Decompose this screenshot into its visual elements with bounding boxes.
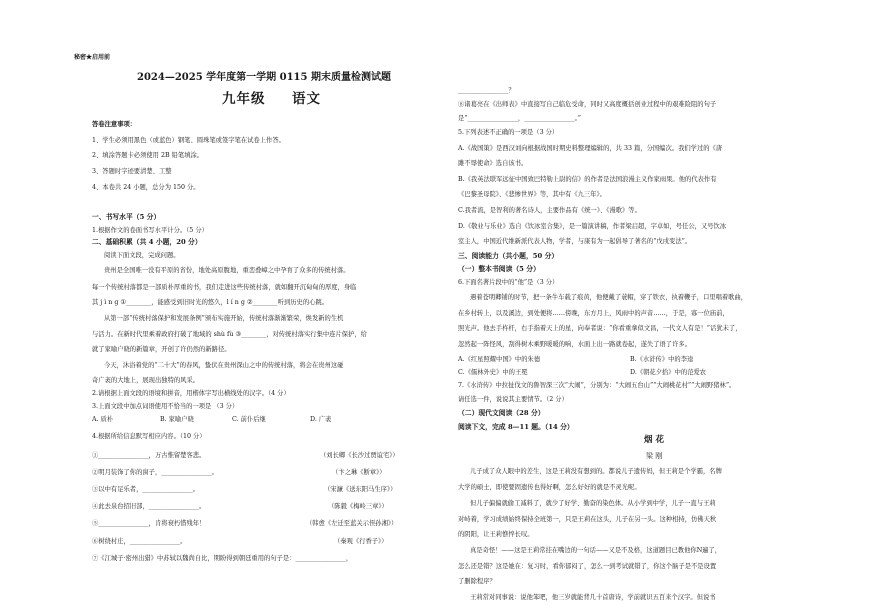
subsection-heading: （一）整本书阅读（5 分） [458,265,540,273]
note-item: 4、本卷共 24 小题，总分为 150 分。 [92,184,200,191]
passage-line: 奇广袤的大地上，展现出独特的风采。 [92,377,200,384]
section-heading: 二、基础积累（共 4 小题，20 分） [92,238,202,246]
passage-line: 其 j ì n g ①________，能感受到旧时光的悠久，l í n g ②________听到历史的心跳。 [92,299,329,306]
passage-line: 与活力。在新时代里乘着政府打破了地域的 shù fù ③________，对传统村落实行集中连片保护，给 [92,331,367,338]
excerpt-line: 遇着苍明卿铺的时节，把一条牛车载了痕黄，他便戴了蓑帽，穿了铁衣，执着鞭子，口里唱着歌曲， [470,294,748,301]
option-line: A.《战国策》是西汉刘向根据战国时期史料整理编辑的，共 33 篇，分国编次。我们学过的《唐 [458,145,723,152]
section-heading: 三、阅读能力（共小题，50 分） [458,252,559,260]
question-text: ⑧诸葛亮在《出师表》中直接写自己临危受命，同时又高度概括创业过程中的艰难险阻的句子 [458,101,717,108]
source-citation: （宋濂《送东阳马生序》） [324,486,397,493]
recitation-line: ③以中有足乐者，________________。 [92,486,200,493]
passage-title: 烟 花 [644,435,664,445]
option-line: 《巴黎圣母院》、《悲惨世界》等，其中有《九三年》。 [458,191,606,198]
secret-label: 秘密★启用前 [74,54,111,61]
subject-label: 语文 [292,91,321,107]
option-line: D.《敬业与乐业》选自《饮冰室合集》，是一篇演讲稿，作者梁启超，字卓如，号任公，又号饮冰 [458,223,727,230]
question-text: 请任选一件，说说其主要情节。（2 分） [458,396,568,403]
question-text: 4.根据所给信息默写相应内容。（10 分） [92,433,206,440]
option-d: D. 广袤 [310,416,332,423]
option-a: A.《红星照耀中国》中的朱德 [458,356,541,363]
passage-author: 梁 刚 [646,452,663,460]
option-d: D.《朝花夕拾》中的范爱农 [630,369,707,376]
excerpt-line: 照光声。他去手杵杆，右手指着天上的星，向奉者说：“你看重拿似文昌，一代文人有是！”话犹未了， [458,325,742,332]
notes-heading: 答卷注意事项： [92,121,137,128]
instruction-text: 阅读下面文段，完成问题。 [104,252,180,259]
option-c: C. 前仆后继 [232,416,266,423]
section-heading: 一、书写水平（5 分） [92,213,161,221]
note-item: 3、答题时字迹要清楚、工整 [92,168,172,175]
passage-line: 大学的硕士，即使要固遗传也得好啊，怎么好好的就是不灵光呢。 [458,484,641,491]
question-text: 1.根据作文的卷面书写水平计分。（5 分） [92,227,208,234]
passage-line: 对峙着，学习成绩始终保持全班第一，只是王莉在这头，儿子在另一头。这种相持，仿佛天秋 [458,516,717,523]
note-item: 1、学生必须用黑色（或蓝色）钢笔、圆珠笔或签字笔在试卷上作答。 [92,137,285,144]
passage-line: 每一个传统村落都是一部质朴厚重的书，我们走进这些传统村落，就如翻开沉甸甸的厚度，身临 [92,284,357,291]
passage-line: 贵州是全国唯一没有平原的省份，地处高原腹地，重峦叠嶂之中孕育了众多的传统村落。 [104,267,350,274]
source-citation: （秦观《行香子》） [334,538,388,545]
question-text: 6.下面名著片段中的“他”是（3 分） [458,279,559,286]
question-text: 2.请根据上面文段的语境和拼音，用楷体字写出横线处的汉字。（4 分） [92,390,290,397]
excerpt-line: 忽然起一阵怪风，刮得树木乘野暖暖的响，水面上出一路就卷起，遂失了语了许多。 [458,341,691,348]
recitation-line: ⑤________________，肯将衰朽惜残年！ [92,520,206,527]
passage-line: 怎么还是错？这是她在：复习时，看你郁闷了，怎么一到考试就错了，你这个脑子是不是设置 [458,563,717,570]
passage-line: 王莉常对同事说：说他笨吧，他三岁就能背几十首唐诗，学前就识五百来个汉字。但说书 [470,594,716,601]
source-citation: （陈毅《梅岭三章》） [328,503,388,510]
passage-line: 从第一部“传统村落保护和发展条例”颁布实施开始，传统村落渐渐繁荣，焕发新的生机 [104,315,344,322]
passage-line: 就了家喻户晓的新篇章，开创了许仍然的新路径。 [92,346,231,353]
passage-line: 儿子成了众人眼中的差生，这是王莉没有想到的。都说儿子遗传妈，但王莉是个学霸，名牌 [470,468,722,475]
question-text: 是“________________，________________。” [458,115,581,122]
option-b: B. 家喻户晓 [160,416,194,423]
source-citation: （卞之琳《断章》） [332,469,386,476]
reading-instruction: 阅读下文，完成 8—11 题。（14 分） [458,423,574,431]
question-text: 5.下列表述不正确的一项是（3 分） [458,129,559,136]
passage-line: 真是奇怪！——这是王莉常挂在嘴边的一句话——又是不及格，这道题目已教他你N遍了， [470,547,722,554]
option-c: C.《儒林外史》中的王冕 [458,369,528,376]
recitation-line: ④此去泉台招旧部，________________。 [92,503,206,510]
question-text: 7.《水浒传》中拉扯伐文的鲁智深三次“大闹”，分别为：“大闹五台山”“大闹桃花村”“大闹野猪林”。 [458,382,736,389]
recitation-line: ②明月装饰了你的窗子，________________。 [92,469,218,476]
option-line: 室主人，中国近代维新派代表人物，学者，与康有为一起倡导了著名的“戊戌变法”。 [458,238,692,245]
option-line: 雎不辱使命》选自该书。 [458,160,528,167]
option-line: B.《我英法联军远征中国致巴特勒上尉的信》的作者是法国浪漫主义作家雨果。他的代表作有 [458,176,717,183]
question-text: 3.上面文段中加点词语使用不恰当的一项是 （3 分） [92,403,239,410]
source-citation: （刘长卿《长沙过贾谊宅》） [320,452,399,459]
passage-line: 但儿子偏偏就偷工减料了，就少了好学、勤奋的染色体。从小学到中学，儿子一直与王莉 [470,500,716,507]
recitation-line: ⑥树绕村庄，________________。 [92,538,187,545]
answer-blank: ________________？ [458,87,515,94]
source-citation: （韩愈《左迁至蓝关示侄孙湘》） [306,520,398,527]
grade-label: 九年级 [222,91,266,107]
exam-title: 2024—2025 学年度第一学期 0115 期末质量检测试题 [137,72,391,83]
passage-line: 的阴阳，让王莉憔悴长叹。 [458,531,534,538]
recitation-line: ⑦《江城子·密州出猎》中苏轼以魏尚自比，期盼得到朝廷重用的句子是：________________， [92,555,353,562]
excerpt-line: 在乡村转上，以及溪边，到处便将……傍晚，东方月上，风雨中的声音……，于是，寡一位庙前， [458,310,729,317]
subsection-heading: （二）现代文阅读（28 分） [458,409,545,417]
passage-line: 了删除程序？ [458,578,496,585]
recitation-line: ①________________，万古惟留楚客悲。 [92,452,206,459]
note-item: 2、填涂答题卡必须使用 2B 铅笔填涂。 [92,152,204,159]
option-line: C.我者流，是智利的著名诗人，主要作品有《统一》、《漫歌》等。 [458,207,641,214]
option-a: A. 质朴 [92,416,114,423]
passage-line: 今天，沐浴着党的“二十大”的春风，蛰伏在贵州深山之中的传统村落，将会在贵州这碰 [104,362,344,369]
option-b: B.《水浒传》中的李逵 [630,356,694,363]
